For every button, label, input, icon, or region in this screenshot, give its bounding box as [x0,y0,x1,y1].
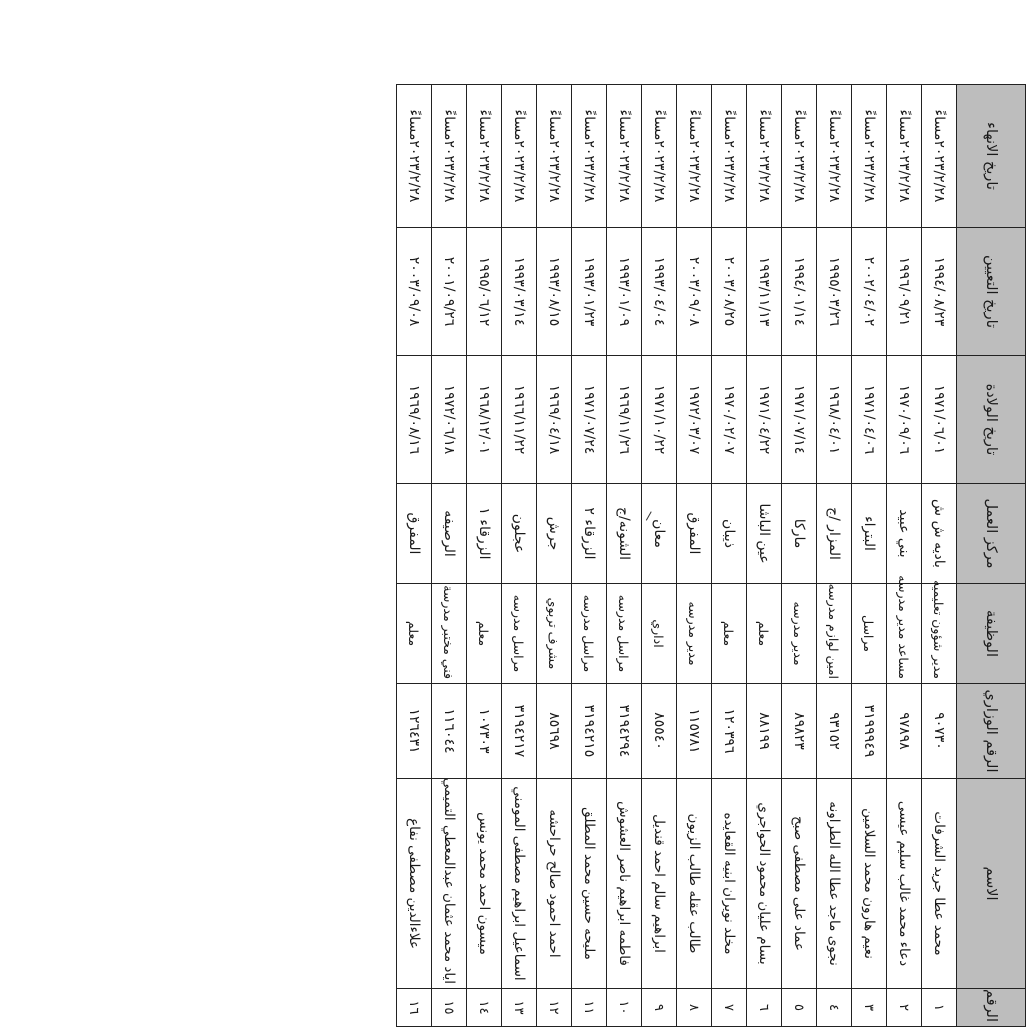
cell-num: ١٣ [502,989,537,1027]
cell-end-date: ٢٠٢٣/٢/٢٨مساءً [922,85,957,228]
cell-appointment-date: ١٩٩٣/٠١/٠٩ [607,228,642,356]
table-row [537,85,572,1027]
cell-end-date: ٢٠٢٣/٢/٢٨مساءً [642,85,677,228]
cell-national-id: ١١٥٧٨١ [677,684,712,779]
cell-job: مراسل [852,584,887,684]
table-row [642,85,677,1027]
cell-end-date: ٢٠٢٣/٢/٢٨مساءً [782,85,817,228]
cell-name: مليحه حسين محمد المطلق [572,779,607,989]
cell-workplace: البتراء [852,484,887,584]
cell-job: فني مختبر مدرسة [432,584,467,684]
cell-num: ١٠ [607,989,642,1027]
cell-appointment-date: ٢٠٠٣/٠٨/٢٥ [712,228,747,356]
cell-num: ٧ [712,989,747,1027]
cell-job: مشرف تربوي [537,584,572,684]
cell-workplace: بني عبيد [887,484,922,584]
cell-birth-date: ١٩٦٩/١١/٢٦ [607,356,642,484]
cell-end-date: ٢٠٢٣/٢/٢٨مساءً [817,85,852,228]
cell-birth-date: ١٩٦٨/٠٤/٠١ [817,356,852,484]
cell-appointment-date: ١٩٩٤/٠٨/٢٣ [922,228,957,356]
cell-workplace: عين الباشا [747,484,782,584]
cell-job: مدير مدرسه [782,584,817,684]
cell-national-id: ٣١٩٤٢١٧ [502,684,537,779]
cell-workplace: ذيبان [712,484,747,584]
table-header-row [957,85,1026,1027]
cell-end-date: ٢٠٢٣/٢/٢٨مساءً [397,85,432,228]
cell-name: محمد عطا جريد الشرفات [922,779,957,989]
cell-name: فاطمه ابراهيم ناصر العشوش [607,779,642,989]
cell-end-date: ٢٠٢٣/٢/٢٨مساءً [677,85,712,228]
cell-job: معلم [747,584,782,684]
cell-workplace: جرش [537,484,572,584]
cell-appointment-date: ٢٠٠٣/٠٩/٠٨ [677,228,712,356]
cell-birth-date: ١٩٧١/٠٤/٢٢ [747,356,782,484]
cell-job: معلم [397,584,432,684]
cell-name: نجوى ماجد عطا الله الطراونه [817,779,852,989]
table-row [747,85,782,1027]
cell-end-date: ٢٠٢٣/٢/٢٨مساءً [712,85,747,228]
cell-name: طالب عقله طالب الزيون [677,779,712,989]
cell-workplace: ماركا [782,484,817,584]
cell-end-date: ٢٠٢٣/٢/٢٨مساءً [537,85,572,228]
cell-birth-date: ١٩٦٦/١١/٢٢ [502,356,537,484]
cell-appointment-date: ٢٠٠٢/٠٤/٠٢ [852,228,887,356]
header-end-date: تاريخ الانهاء [957,85,1026,228]
cell-birth-date: ١٩٦٩/٠٨/١٦ [397,356,432,484]
table-row [502,85,537,1027]
cell-name: ابراهيم سالم احمد قنديل [642,779,677,989]
cell-num: ٤ [817,989,852,1027]
cell-workplace: الزرقاء ٢ [572,484,607,584]
cell-job: معلم [712,584,747,684]
cell-appointment-date: ١٩٩٥/٠٣/٢٦ [817,228,852,356]
cell-workplace: الزرقاء ١ [467,484,502,584]
cell-national-id: ٩٠٧٣٠ [922,684,957,779]
cell-birth-date: ١٩٧٠/٠٩/٠٦ [887,356,922,484]
cell-name: اياد محمد عثمان عبدالمعطي التميمي [432,779,467,989]
cell-name: عماد على مصطفى صبح [782,779,817,989]
cell-job: اداري [642,584,677,684]
header-birth-date: تاريخ الولادة [957,356,1026,484]
cell-end-date: ٢٠٢٣/٢/٢٨مساءً [887,85,922,228]
cell-workplace: المفرق [397,484,432,584]
cell-name: مخلد نويران ابنيه القعايده [712,779,747,989]
header-name: الاسم [957,779,1026,989]
table-row [712,85,747,1027]
table-row [922,85,957,1027]
table-row [467,85,502,1027]
cell-national-id: ٨٥٥٤٠ [642,684,677,779]
cell-national-id: ١٢٦٤٣١ [397,684,432,779]
cell-num: ١١ [572,989,607,1027]
table-row [572,85,607,1027]
cell-job: مراسل مدرسه [572,584,607,684]
cell-end-date: ٢٠٢٣/٢/٢٨مساءً [467,85,502,228]
table-row [397,85,432,1027]
cell-national-id: ٨٥٦٩٨ [537,684,572,779]
cell-national-id: ١٠٧٣٠٣ [467,684,502,779]
cell-appointment-date: ١٩٩٤/٠١/١٤ [782,228,817,356]
cell-national-id: ٣١٩٤٢١٥ [572,684,607,779]
cell-job: معلم [467,584,502,684]
cell-birth-date: ١٩٦٩/٠٤/١٨ [537,356,572,484]
cell-national-id: ٩٧٨٩٨ [887,684,922,779]
cell-name: بسام عليان محمود الحواجري [747,779,782,989]
cell-num: ١٦ [397,989,432,1027]
cell-birth-date: ١٩٧٢/٠٦/١٨ [432,356,467,484]
table-row [852,85,887,1027]
cell-birth-date: ١٩٧١/٠٧/٢٤ [572,356,607,484]
cell-end-date: ٢٠٢٣/٢/٢٨مساءً [502,85,537,228]
cell-num: ٥ [782,989,817,1027]
cell-job: مراسل مدرسه [607,584,642,684]
cell-national-id: ١٢٠٣٩٦ [712,684,747,779]
cell-job: مساعد مدير مدرسه [887,584,922,684]
cell-birth-date: ١٩٧٢/٠٣/٠٧ [677,356,712,484]
cell-national-id: ٣١٩٩٩٤٩ [852,684,887,779]
cell-num: ٢ [887,989,922,1027]
cell-num: ٦ [747,989,782,1027]
cell-workplace: باديه ش ش [922,484,957,584]
cell-name: احمد احمود صالح حراحشه [537,779,572,989]
cell-job: مراسل مدرسه [502,584,537,684]
cell-end-date: ٢٠٢٣/٢/٢٨مساءً [607,85,642,228]
header-job: الوظيفة [957,584,1026,684]
header-appointment-date: تاريخ التعيين [957,228,1026,356]
cell-num: ٨ [677,989,712,1027]
cell-appointment-date: ١٩٩٣/٠٤/٠٤ [642,228,677,356]
header-workplace: مركز العمل [957,484,1026,584]
cell-workplace: الشونه/ج [607,484,642,584]
cell-end-date: ٢٠٢٣/٢/٢٨مساءً [432,85,467,228]
cell-num: ٩ [642,989,677,1027]
cell-end-date: ٢٠٢٣/٢/٢٨مساءً [852,85,887,228]
cell-birth-date: ١٩٦٨/١٢/٠١ [467,356,502,484]
cell-appointment-date: ١٩٩٣/٠٨/١٥ [537,228,572,356]
table-row [677,85,712,1027]
table-row [607,85,642,1027]
cell-num: ١ [922,989,957,1027]
table-body [397,85,957,1027]
cell-job: امين لوازم مدرسه [817,584,852,684]
table-row [782,85,817,1027]
cell-num: ١٤ [467,989,502,1027]
cell-national-id: ٣١٩٤٢٩٤ [607,684,642,779]
cell-birth-date: ١٩٧١/٠٤/٠٦ [852,356,887,484]
cell-workplace: المفرق [677,484,712,584]
cell-national-id: ١١٦٠٤٤ [432,684,467,779]
cell-national-id: ٨٨١٩٩ [747,684,782,779]
employees-table [396,84,1026,1027]
cell-num: ١٢ [537,989,572,1027]
cell-appointment-date: ١٩٩٥/٠٦/١٢ [467,228,502,356]
cell-num: ١٥ [432,989,467,1027]
cell-national-id: ٨٩٨٢٣ [782,684,817,779]
cell-workplace: عجلون [502,484,537,584]
cell-workplace: المزار /ج [817,484,852,584]
cell-name: اسماعيل ابراهيم مصطفى المومني [502,779,537,989]
cell-appointment-date: ١٩٩٣/١١/١٣ [747,228,782,356]
cell-name: ميسون احمد محمد يونس [467,779,502,989]
cell-birth-date: ١٩٧١/١٠/٢٢ [642,356,677,484]
cell-appointment-date: ٢٠٠٣/٠٩/٠٨ [397,228,432,356]
cell-appointment-date: ١٩٩٣/٠١/٢٣ [572,228,607,356]
cell-job: مدير شؤون تعليميه [922,584,957,684]
cell-appointment-date: ١٩٩٣/٠٣/١٤ [502,228,537,356]
cell-num: ٣ [852,989,887,1027]
cell-name: دعاء محمد غالب سليم عيسى [887,779,922,989]
table-row [887,85,922,1027]
table-row [432,85,467,1027]
cell-job: مدير مدرسه [677,584,712,684]
cell-national-id: ٩٣١٥٢ [817,684,852,779]
cell-name: علاءالدين مصطفى نفاع [397,779,432,989]
cell-end-date: ٢٠٢٣/٢/٢٨مساءً [747,85,782,228]
cell-end-date: ٢٠٢٣/٢/٢٨مساءً [572,85,607,228]
cell-birth-date: ١٩٧٠/٠٢/٠٧ [712,356,747,484]
header-num: الرقم [957,989,1026,1027]
cell-appointment-date: ١٩٩٦/٠٩/٢١ [887,228,922,356]
cell-name: نعيم هارون محمد السلامين [852,779,887,989]
table-row [817,85,852,1027]
cell-birth-date: ١٩٧١/٠٦/٠١ [922,356,957,484]
cell-workplace: الرصيفه [432,484,467,584]
cell-workplace: معان [642,484,677,584]
cell-birth-date: ١٩٧١/٠٧/١٤ [782,356,817,484]
cell-appointment-date: ٢٠٠١/٠٩/٢٦ [432,228,467,356]
header-national-id: الرقم الوزاري [957,684,1026,779]
